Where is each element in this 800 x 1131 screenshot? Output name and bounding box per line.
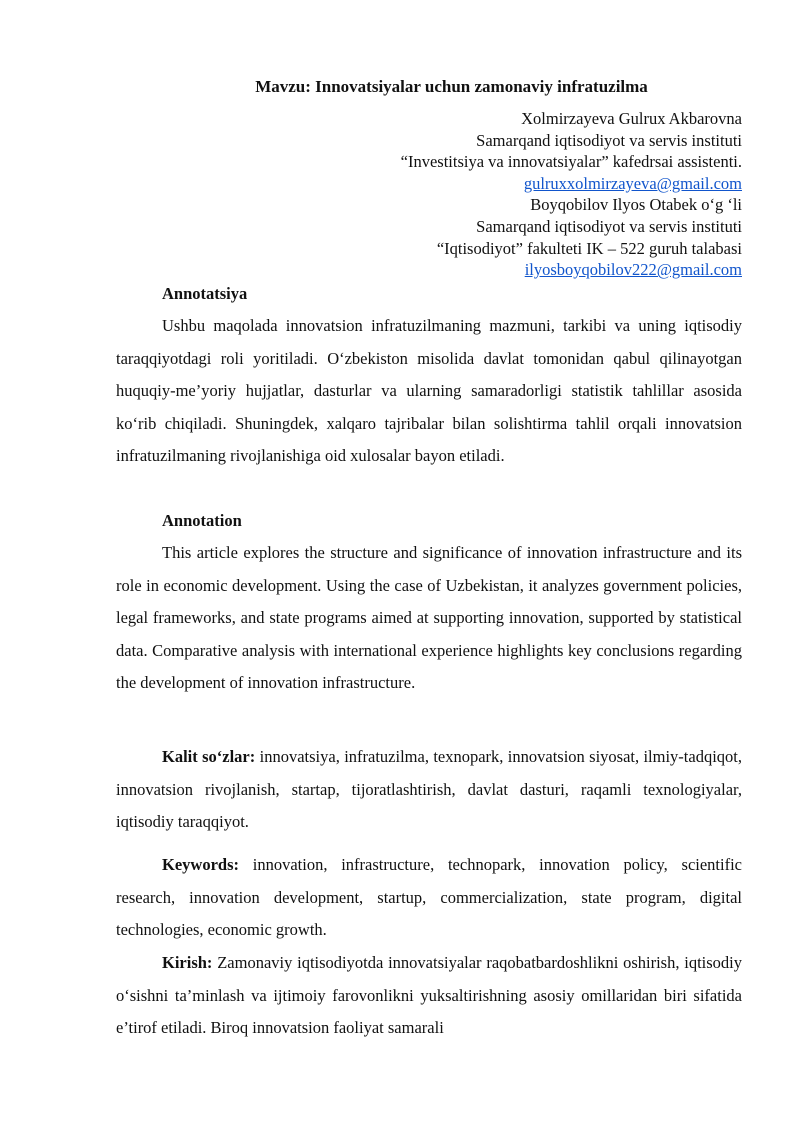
author-email-link[interactable]: ilyosboyqobilov222@gmail.com <box>524 260 742 280</box>
kirish-label: Kirish: <box>162 953 213 972</box>
keywords-text: innovation, infrastructure, technopark, innovation policy, scientific research, innovation development, startup, commercialization, state program, digital technologies, economic growth. <box>116 855 742 940</box>
author-position: “Investitsiya va innovatsiyalar” kafedrsai assistenti. <box>400 152 742 172</box>
annotation-text: This article explores the structure and significance of innovation infrastructure and its role in economic development. Using the case of Uzbekistan, it analyzes government policies, legal frameworks, and state programs aimed at supporting innovation, supported by statistical data. Comparative analysis with international experience highlights key conclusions regarding the development of innovation infrastructure. <box>116 543 742 693</box>
annotatsiya-heading: Annotatsiya <box>162 284 248 303</box>
author-institution: Samarqand iqtisodiyot va servis instituti <box>476 130 742 150</box>
author-block <box>116 108 742 281</box>
author-position: “Iqtisodiyot” fakulteti IK – 522 guruh talabasi <box>436 238 742 258</box>
kalit-sozlar-text: innovatsiya, infratuzilma, texnopark, innovatsion siyosat, ilmiy-tadqiqot, innovatsion rivojlanish, startap, tijoratlashtirish, davlat dasturi, raqamli texnologiyalar, iqtisodiy taraqqiyot. <box>116 747 743 832</box>
article-title: Mavzu: Innovatsiyalar uchun zamonaviy infratuzilma <box>255 77 648 96</box>
author-email-link[interactable]: gulruxxolmirzayeva@gmail.com <box>523 173 742 193</box>
author-institution: Samarqand iqtisodiyot va servis instituti <box>476 216 742 236</box>
author-name: Boyqobilov Ilyos Otabek o‘g ‘li <box>530 195 742 215</box>
keywords-paragraph <box>116 849 742 947</box>
annotation-heading: Annotation <box>162 511 242 530</box>
annotatsiya-text: Ushbu maqolada innovatsion infratuzilmaning mazmuni, tarkibi va uning iqtisodiy taraqqiyotdagi roli yoritiladi. O‘zbekiston misolida davlat tomonidan qabul qilinayotgan huquqiy-me’yoriy hujjatlar, dasturlar va ularning samaradorligi statistik tahlillar asosida ko‘rib chiqiladi. Shuningdek, xalqaro tajribalar bilan solishtirma tahlil orqali innovatsion infratuzilmaning rivojlanishiga oid xulosalar bayon etiladi. <box>116 316 742 466</box>
keywords-label: Keywords: <box>162 855 239 874</box>
kalit-sozlar-paragraph <box>116 741 742 839</box>
kirish-paragraph <box>116 947 742 1045</box>
kirish-text: Zamonaviy iqtisodiyotda innovatsiyalar raqobatbardoshlikni oshirish, iqtisodiy o‘sishni ta’minlash va ijtimoiy farovonlikni yuksaltirishning asosiy omillaridan biri sifatida e’tirof etiladi. Biroq innovatsion faoliyat samarali <box>116 953 742 1038</box>
author-name: Xolmirzayeva Gulrux Akbarovna <box>521 109 742 128</box>
kalit-sozlar-label: Kalit so‘zlar: <box>162 747 256 766</box>
